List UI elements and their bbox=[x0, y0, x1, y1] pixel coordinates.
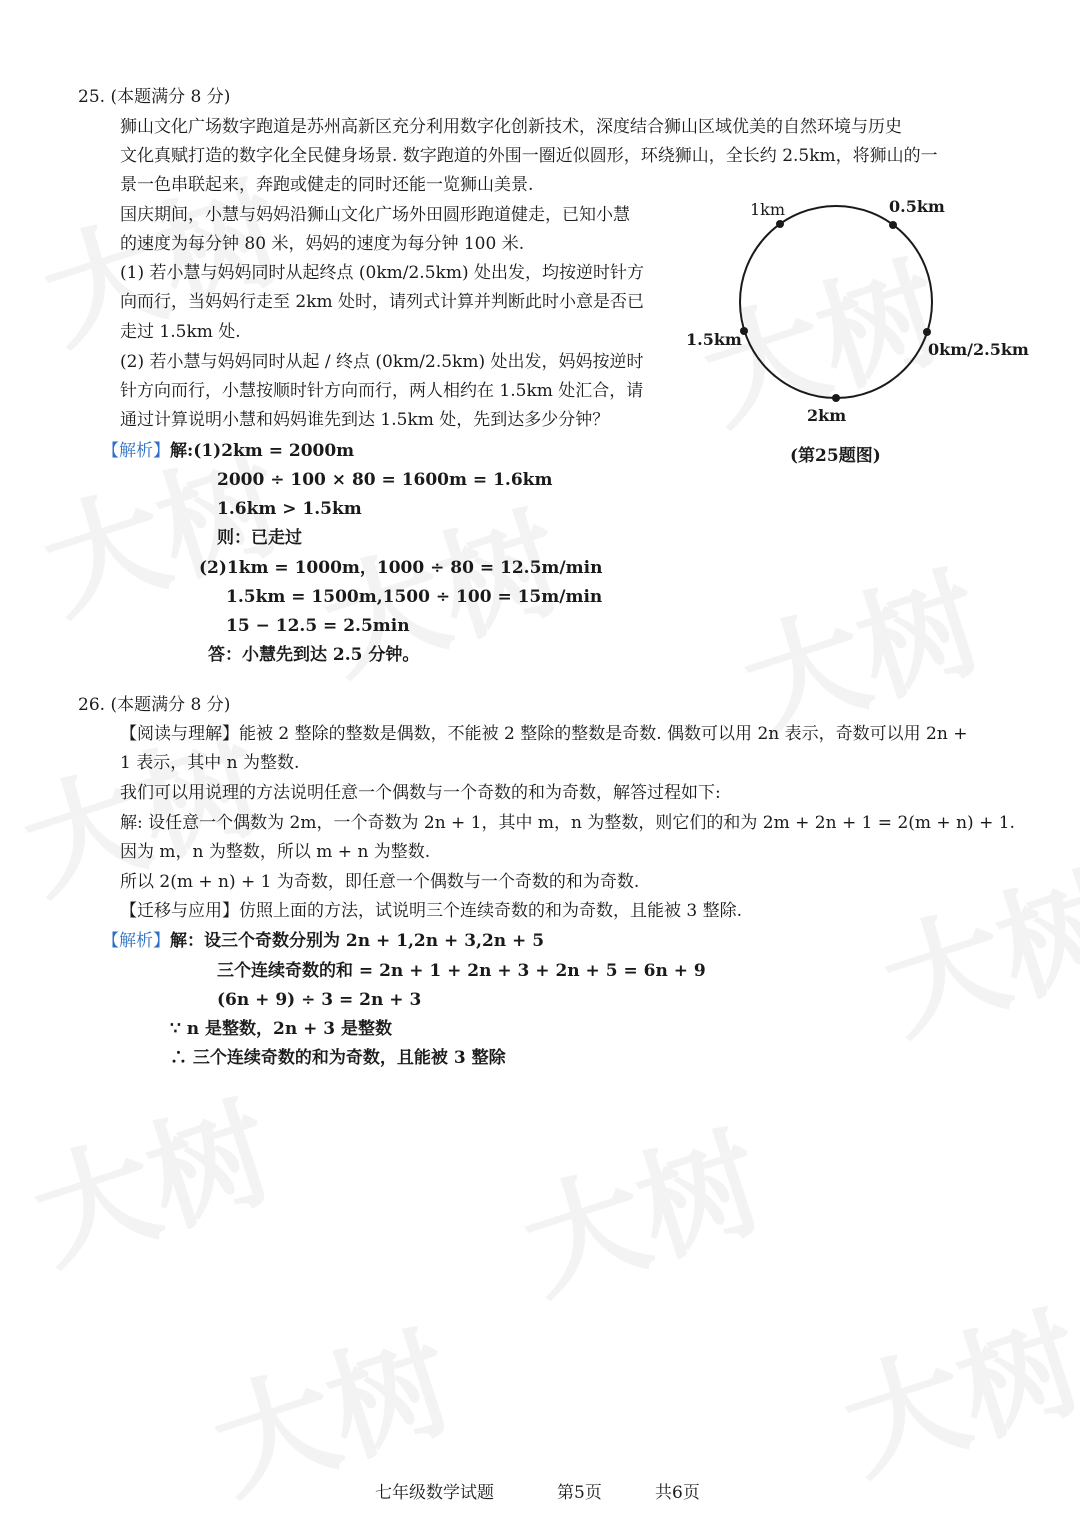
q25-body-line: 通过计算说明小慧和妈妈谁先到达 1.5km 处，先到达多少分钟？ bbox=[120, 410, 610, 430]
q26-line: 【迁移与应用】仿照上面的方法，试说明三个连续奇数的和为奇数，且能被 3 整除. bbox=[120, 901, 743, 921]
q25-solution-line: 1.6km > 1.5km bbox=[217, 499, 362, 519]
q25-intro-line: 文化真赋打造的数字化全民健身场景. 数字跑道的外围一圈近似圆形，环绕狮山，全长约 2.5km，将狮山的一 bbox=[120, 146, 938, 166]
point-0-5km bbox=[889, 221, 897, 229]
footer-page-number: 第5页 bbox=[557, 1483, 602, 1503]
footer-total-pages: 共6页 bbox=[655, 1483, 700, 1503]
footer-subject: 七年级数学试题 bbox=[375, 1483, 494, 1503]
q26-solution-line: 三个连续奇数的和 = 2n + 1 + 2n + 3 + 2n + 5 = 6n + 9 bbox=[217, 961, 706, 981]
label-2km: 2km bbox=[807, 406, 847, 425]
label-1km: 1km bbox=[750, 200, 786, 219]
q25-solution-line: 15 − 12.5 = 2.5min bbox=[226, 616, 410, 636]
q25-solution-line: 1.5km = 1500m,1500 ÷ 100 = 15m/min bbox=[226, 587, 603, 607]
track-figure bbox=[684, 190, 1044, 470]
figure-caption: (第25题图) bbox=[790, 446, 881, 466]
track-circle bbox=[740, 206, 932, 398]
label-0-5km: 0.5km bbox=[889, 197, 945, 216]
q25-solution-line: 解:(1)2km = 2000m bbox=[170, 441, 355, 461]
watermark bbox=[819, 1267, 1080, 1505]
point-2km bbox=[832, 394, 840, 402]
q25-solution-line: (2)1km = 1000m，1000 ÷ 80 = 12.5m/min bbox=[199, 558, 603, 578]
track-circle-diagram bbox=[684, 190, 1044, 450]
q26-line: 解: 设任意一个偶数为 2m，一个奇数为 2n + 1，其中 m，n 为整数，则它们的和为 2m + 2n + 1 = 2(m + n) + 1. bbox=[120, 813, 1015, 833]
point-0km bbox=[923, 328, 931, 336]
q26-line: 因为 m，n 为整数，所以 m + n 为整数. bbox=[120, 842, 431, 862]
q25-answer: 答：小慧先到达 2.5 分钟。 bbox=[208, 645, 420, 665]
q25-intro-line: 狮山文化广场数字跑道是苏州高新区充分利用数字化创新技术，深度结合狮山区域优美的自然环境与历史 bbox=[120, 117, 902, 137]
q26-line: 1 表示，其中 n 为整数. bbox=[120, 753, 300, 773]
q25-body-line: 的速度为每分钟 80 米，妈妈的速度为每分钟 100 米. bbox=[120, 234, 525, 254]
q26-line: 所以 2(m + n) + 1 为奇数，即任意一个偶数与一个奇数的和为奇数. bbox=[120, 872, 640, 892]
q26-line: 我们可以用说理的方法说明任意一个偶数与一个奇数的和为奇数，解答过程如下: bbox=[120, 783, 721, 803]
point-1km bbox=[776, 220, 784, 228]
q25-body-line: (1) 若小慧与妈妈同时从起终点 (0km/2.5km) 处出发，均按逆时针方 bbox=[120, 263, 644, 283]
q26-line: 【阅读与理解】能被 2 整除的整数是偶数，不能被 2 整除的整数是奇数. 偶数可以用 2n 表示，奇数可以用 2n + bbox=[120, 724, 968, 744]
label-0km-2-5km: 0km/2.5km bbox=[928, 340, 1029, 359]
q25-header: 25. (本题满分 8 分) bbox=[78, 87, 231, 107]
q25-body-line: 向而行，当妈妈行走至 2km 处时，请列式计算并判断此时小意是否已 bbox=[120, 292, 645, 312]
q25-solution-line: 2000 ÷ 100 × 80 = 1600m = 1.6km bbox=[217, 470, 553, 490]
q25-solution-tag: 【解析】 bbox=[102, 441, 170, 461]
q26-solution-line: ∵ n 是整数，2n + 3 是整数 bbox=[170, 1019, 393, 1039]
q26-header: 26. (本题满分 8 分) bbox=[78, 695, 231, 715]
q25-body-line: 走过 1.5km 处. bbox=[120, 322, 241, 342]
q26-solution-tag: 【解析】 bbox=[102, 931, 170, 951]
watermark bbox=[499, 1087, 780, 1325]
q26-solution-line: 解：设三个奇数分别为 2n + 1,2n + 3,2n + 5 bbox=[170, 931, 545, 951]
watermark bbox=[9, 1057, 290, 1295]
q25-solution-line: 则：已走过 bbox=[217, 528, 302, 548]
q25-intro-line: 景一色串联起来，奔跑或健走的同时还能一览狮山美景. bbox=[120, 175, 534, 195]
q25-body-line: 针方向而行，小慧按顺时针方向而行，两人相约在 1.5km 处汇合，请 bbox=[120, 381, 644, 401]
watermark bbox=[859, 827, 1080, 1065]
q26-solution-line: (6n + 9) ÷ 3 = 2n + 3 bbox=[217, 990, 422, 1010]
q25-body-line: (2) 若小慧与妈妈同时从起 / 终点 (0km/2.5km) 处出发，妈妈按逆时 bbox=[120, 352, 644, 372]
q25-body-line: 国庆期间，小慧与妈妈沿狮山文化广场外田圆形跑道健走，已知小慧 bbox=[120, 205, 630, 225]
q26-solution-line: ∴ 三个连续奇数的和为奇数，且能被 3 整除 bbox=[170, 1048, 506, 1068]
label-1-5km: 1.5km bbox=[686, 330, 742, 349]
